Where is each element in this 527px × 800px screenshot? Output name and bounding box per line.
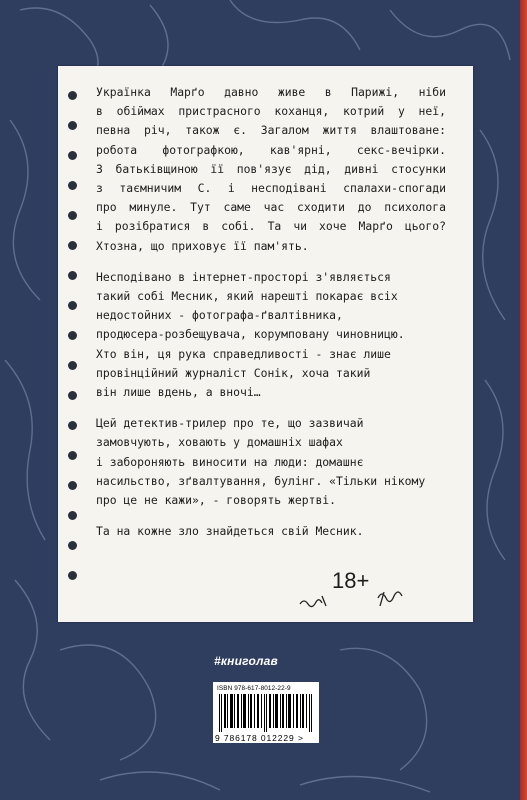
binder-hole	[68, 181, 77, 190]
age-rating-mark	[296, 566, 416, 610]
paper-note-sheet	[58, 66, 473, 622]
barcode	[213, 682, 319, 743]
barcode-bars	[219, 694, 313, 732]
binder-hole	[68, 301, 77, 310]
binder-hole	[68, 541, 77, 550]
isbn-label: ISBN 978-617-8012-22-9	[217, 685, 291, 692]
binder-hole	[68, 121, 77, 130]
blurb-text	[96, 83, 446, 541]
age-rating-label: 18+	[332, 568, 370, 593]
binder-hole	[68, 361, 77, 370]
binder-hole	[68, 151, 77, 160]
barcode-number: 9 786178 012229 >	[215, 733, 304, 743]
book-spine-edge	[520, 0, 527, 800]
binder-hole	[68, 241, 77, 250]
binder-hole	[68, 91, 77, 100]
binder-hole	[68, 481, 77, 490]
binder-hole	[68, 211, 77, 220]
binder-hole	[68, 331, 77, 340]
blurb-paragraph-1: Українка Марґо давно живе в Парижі, ніби в обіймах пристрасного коханця, котрий у неї, певна річ, також є. Загалом життя влаштоване: робота фотографкою, кав'ярні, секс-вечірки. З батьківщиною її пов'язує дід, дивні стосунки з таємничим С. і несподівані спалахи-спогади про минуле. Тут саме час сходити до психолога і розібратися в собі. Та чи хоче Марґо цього? Хтозна, що приховує її пам'ять.	[96, 85, 446, 253]
blurb-paragraph-2: Несподівано в інтернет-просторі з'являється такий собі Месник, який нарешті покарає всіх недостойних - фотографа-ґвалтівника, продюсера-розбещувача, корумповану чиновницю. Хто він, ця рука справедливості - знає лише провінційний журналіст Сонік, хоча такий він лише вдень, а вночі…	[96, 269, 405, 400]
binder-hole	[68, 451, 77, 460]
binder-hole	[68, 571, 77, 580]
blurb-paragraph-4: Та на кожне зло знайдеться свій Месник.	[96, 524, 364, 539]
binder-hole	[68, 511, 77, 520]
binder-hole	[68, 421, 77, 430]
publisher-logo: #книголав	[214, 654, 278, 668]
binder-hole	[68, 271, 77, 280]
binder-hole	[68, 391, 77, 400]
blurb-paragraph-3: Цей детектив-трилер про те, що зазвичай замовчують, ховають у домашніх шафах і забороняють виносити на люди: домашнє насильство, зґвалтування, булінг. «Тільки нікому про це не кажи», - говорять жертві.	[96, 416, 426, 508]
